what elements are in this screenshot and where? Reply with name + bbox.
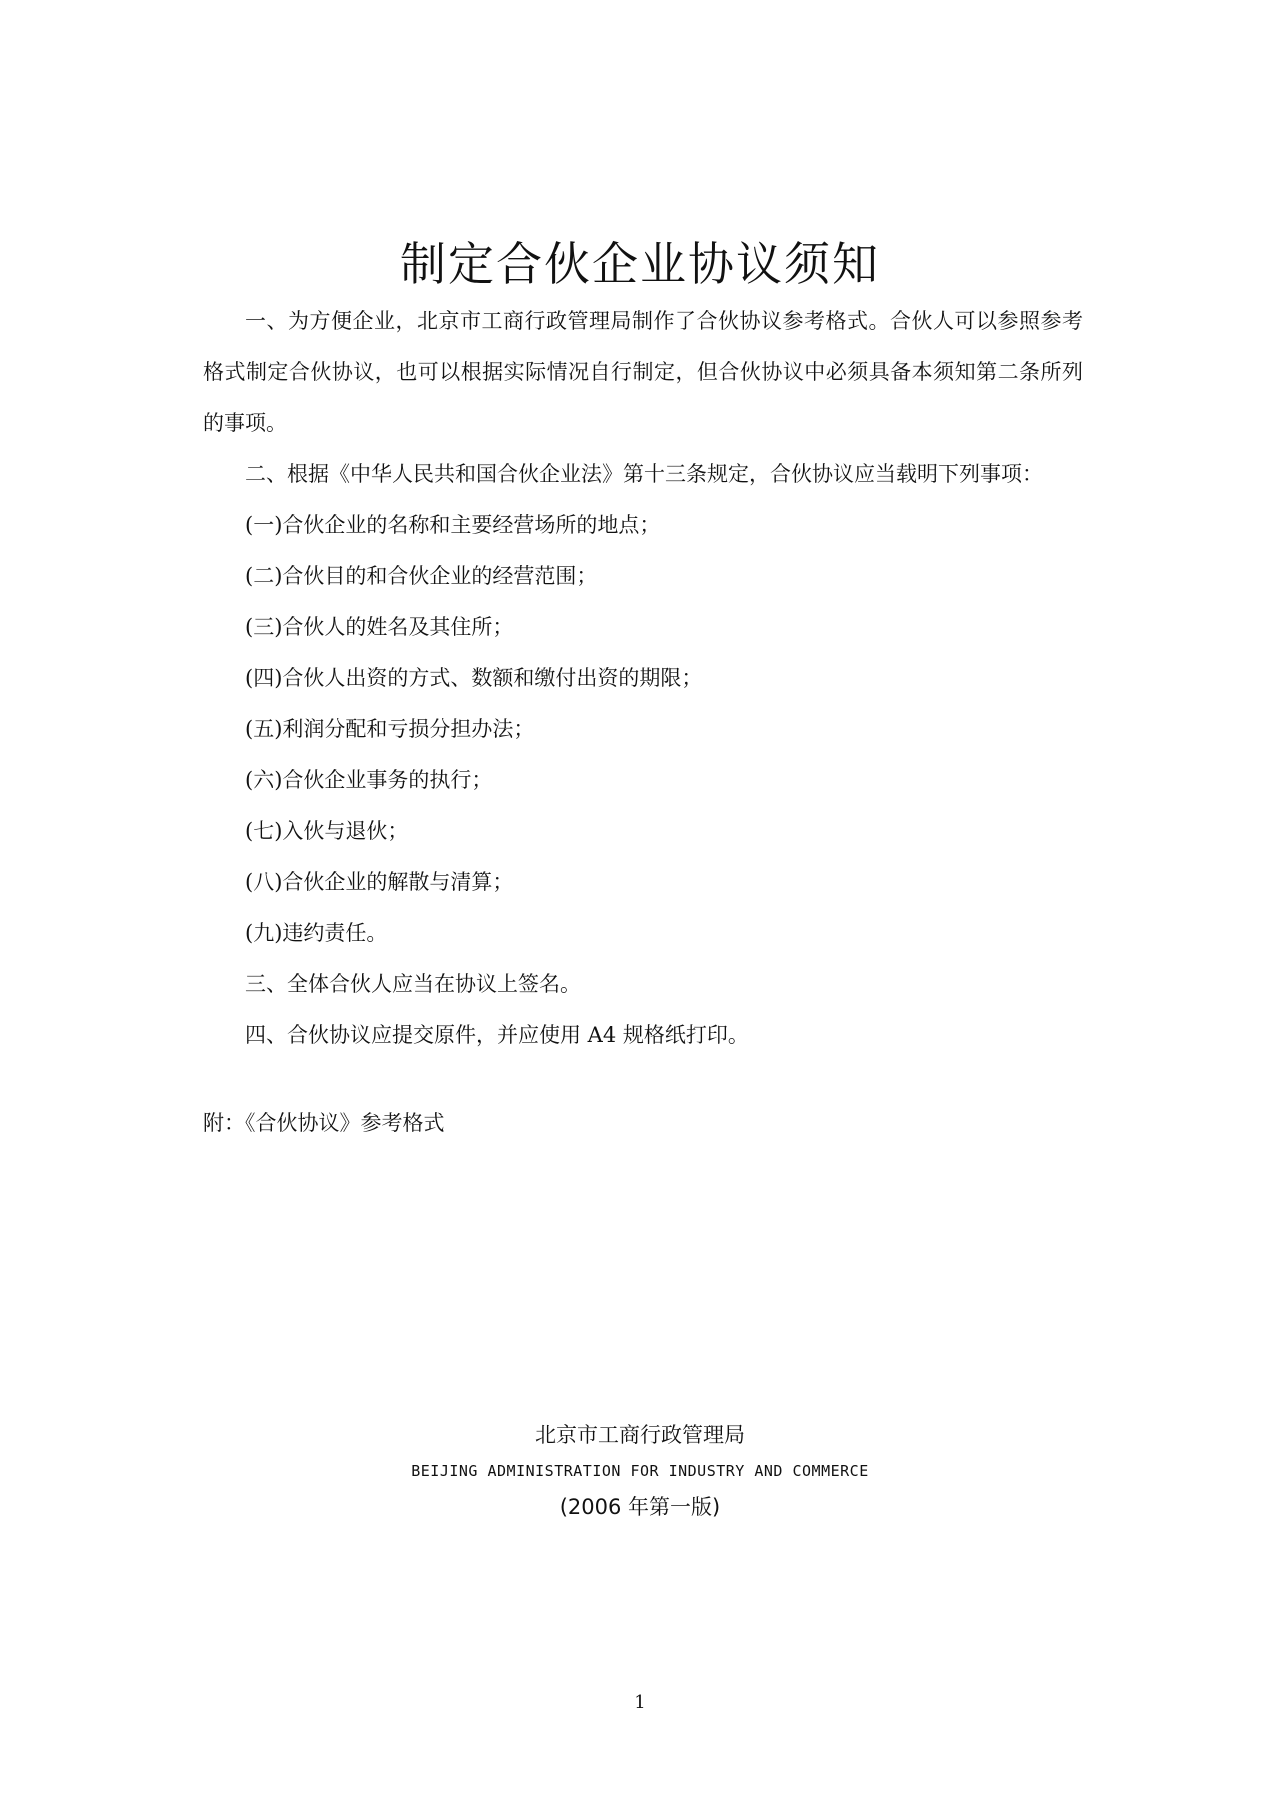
paragraph-4: 四、合伙协议应提交原件，并应使用 A4 规格纸打印。: [245, 1023, 749, 1047]
issuer-name-en: BEIJING ADMINISTRATION FOR INDUSTRY AND COMMERCE: [411, 1462, 869, 1480]
paragraph-2: 二、根据《中华人民共和国合伙企业法》第十三条规定，合伙协议应当载明下列事项：: [245, 462, 1043, 486]
paragraph-3: 三、全体合伙人应当在协议上签名。: [245, 972, 581, 996]
list-item: (七)入伙与退伙；: [245, 819, 409, 843]
list-item: (三)合伙人的姓名及其住所；: [245, 615, 514, 639]
attachment-note: 附：《合伙协议》参考格式: [203, 1111, 445, 1135]
list-item: (五)利润分配和亏损分担办法；: [245, 717, 535, 741]
issuer-footer: [0, 1418, 1280, 1524]
list-item: (四)合伙人出资的方式、数额和缴付出资的期限；: [245, 666, 703, 690]
list-item: (二)合伙目的和合伙企业的经营范围；: [245, 564, 598, 588]
document-body: [203, 296, 1083, 1061]
list-item: (六)合伙企业事务的执行；: [245, 768, 493, 792]
paragraph-1: 一、为方便企业，北京市工商行政管理局制作了合伙协议参考格式。合伙人可以参照参考格式制定合伙协议，也可以根据实际情况自行制定，但合伙协议中必须具备本须知第二条所列的事项。: [203, 309, 1083, 435]
issuer-name-cn: 北京市工商行政管理局: [535, 1423, 745, 1447]
document-title: 制定合伙企业协议须知: [400, 237, 880, 291]
list-item: (九)违约责任。: [245, 921, 388, 945]
edition-label: (2006 年第一版): [559, 1495, 721, 1519]
list-item: (一)合伙企业的名称和主要经营场所的地点；: [245, 513, 661, 537]
page-number: 1: [634, 1692, 646, 1713]
list-item: (八)合伙企业的解散与清算；: [245, 870, 514, 894]
